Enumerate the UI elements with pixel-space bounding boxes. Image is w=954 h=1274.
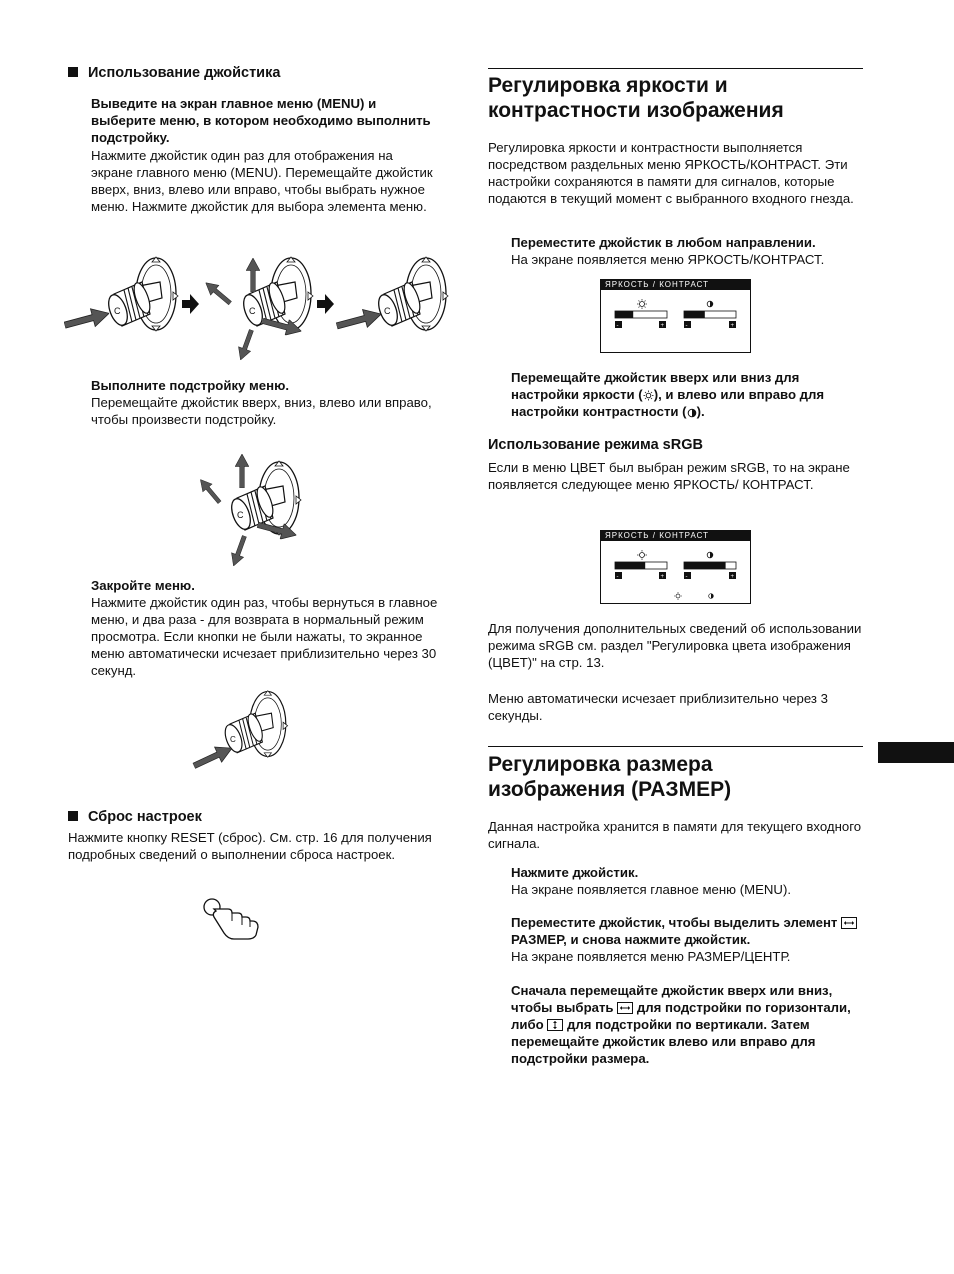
osd-srgb-brightness-contrast-menu xyxy=(600,530,751,604)
arrow-right-icon xyxy=(182,294,199,314)
size-section-heading: Регулировка размера изображения (РАЗМЕР) xyxy=(488,753,732,801)
reset-section-heading: Сброс настроек xyxy=(68,808,443,826)
brightness-intro: Регулировка яркости и контрастности выполняется посредством раздельных меню ЯРКОСТЬ/КОНТРАСТ. Эти настройки сохраняются в памяти для сигналов, которые подаются в текущий момент с выбранного входного гнезда. xyxy=(488,140,854,206)
osd-srgb-title: ЯРКОСТЬ / КОНТРАСТ xyxy=(601,531,750,541)
srgb-more-info: Для получения дополнительных сведений об использовании режима sRGB см. раздел "Регулировка цвета изображения (ЦВЕТ)" на стр. 13. xyxy=(488,621,862,670)
svg-text:-: - xyxy=(616,574,619,580)
reset-button-hand-icon xyxy=(198,893,268,943)
srgb-heading: Использование режима sRGB xyxy=(488,437,703,453)
svg-text:+: + xyxy=(660,574,665,580)
brightness-sun-icon xyxy=(637,299,647,309)
size-step2 xyxy=(511,914,876,965)
menu-auto-hide: Меню автоматически исчезает приблизительно через 3 секунды. xyxy=(488,691,828,723)
size-step1 xyxy=(511,864,871,898)
svg-text:+: + xyxy=(730,574,735,580)
reset-section-text: Нажмите кнопку RESET (сброс). См. стр. 16 для получения подробных сведений о выполнении сброса настроек. xyxy=(68,830,432,862)
joystick-step1-title: Выведите на экран главное меню (MENU) и выберите меню, в котором необходимо выполнить подстройку. xyxy=(91,96,431,145)
joystick-close-figure xyxy=(190,688,310,778)
left-column xyxy=(68,64,438,215)
vertical-size-icon xyxy=(547,1019,563,1031)
joystick-step2 xyxy=(91,377,441,428)
joystick-sequence-figure xyxy=(64,248,454,368)
svg-text:-: - xyxy=(685,574,688,580)
joystick-step3 xyxy=(91,577,441,679)
section-rule-brightness xyxy=(488,68,863,69)
brightness-step1-text: На экране появляется меню ЯРКОСТЬ/КОНТРАСТ. xyxy=(511,252,825,267)
joystick-step3-text: Нажмите джойстик один раз, чтобы вернуться в главное меню, и два раза - для возврата в нормальный режим просмотра. Если кнопки не были нажаты, то экранное меню автоматически исчезает приблизительно через 30 секунд. xyxy=(91,595,438,678)
contrast-half-circle-icon xyxy=(707,301,713,307)
horizontal-size-inline-icon xyxy=(617,1002,633,1014)
osd-brightness-contrast-menu xyxy=(600,279,751,353)
page-side-tab xyxy=(878,742,954,763)
size-step1-text: На экране появляется главное меню (MENU). xyxy=(511,882,791,897)
srgb-text: Если в меню ЦВЕТ был выбран режим sRGB, то на экране появляется следующее меню ЯРКОСТЬ/ КОНТРАСТ. xyxy=(488,460,850,492)
size-step3: Сначала перемещайте джойстик вверх или вниз, чтобы выбрать для подстройки по горизонтали, либо для подстройки по вертикали. Затем перемещайте джойстик влево или вправо для подстройки размера. xyxy=(511,983,851,1066)
joystick-step1-text: Нажмите джойстик один раз для отображения на экране главного меню (MENU). Перемещайте джойстик вверх, вниз, влево или вправо, чтобы выбрать нужное меню. Нажмите джойстик для выбора элемента меню. xyxy=(91,148,433,214)
reset-section xyxy=(68,808,443,863)
joystick-section-heading: Использование джойстика xyxy=(68,64,438,82)
size-intro: Данная настройка хранится в памяти для текущего входного сигнала. xyxy=(488,819,862,851)
svg-text:-: - xyxy=(685,323,688,329)
size-step2-title: Переместите джойстик, чтобы выделить элемент РАЗМЕР, и снова нажмите джойстик. xyxy=(511,914,876,948)
svg-text:-: - xyxy=(616,323,619,329)
horizontal-size-icon xyxy=(841,917,857,929)
osd-bars xyxy=(601,290,750,352)
svg-text:+: + xyxy=(730,323,735,329)
brightness-step1 xyxy=(511,234,871,268)
joystick-adjust-figure xyxy=(195,444,315,574)
brightness-step1-title: Переместите джойстик в любом направлении. xyxy=(511,235,816,250)
joystick-step2-text: Перемещайте джойстик вверх, вниз, влево или вправо, чтобы произвести подстройку. xyxy=(91,395,432,427)
brightness-sun-icon xyxy=(637,550,647,560)
brightness-section-heading: Регулировка яркости и контрастности изображения xyxy=(488,74,784,122)
size-step1-title: Нажмите джойстик. xyxy=(511,865,639,880)
contrast-half-circle-icon xyxy=(707,552,713,558)
section-rule-size xyxy=(488,746,863,747)
contrast-inline-icon xyxy=(687,408,697,418)
sun-inline-icon xyxy=(643,390,654,401)
joystick-step2-title: Выполните подстройку меню. xyxy=(91,378,290,393)
brightness-step2: Перемещайте джойстик вверх или вниз для настройки яркости ( ), и влево или вправо для настройки контрастности ( ). xyxy=(511,370,825,419)
size-step2-text: На экране появляется меню РАЗМЕР/ЦЕНТР. xyxy=(511,949,791,964)
osd-srgb-bars xyxy=(601,541,750,603)
joystick-step3-title: Закройте меню. xyxy=(91,578,195,593)
svg-text:+: + xyxy=(660,323,665,329)
osd-title: ЯРКОСТЬ / КОНТРАСТ xyxy=(601,280,750,290)
